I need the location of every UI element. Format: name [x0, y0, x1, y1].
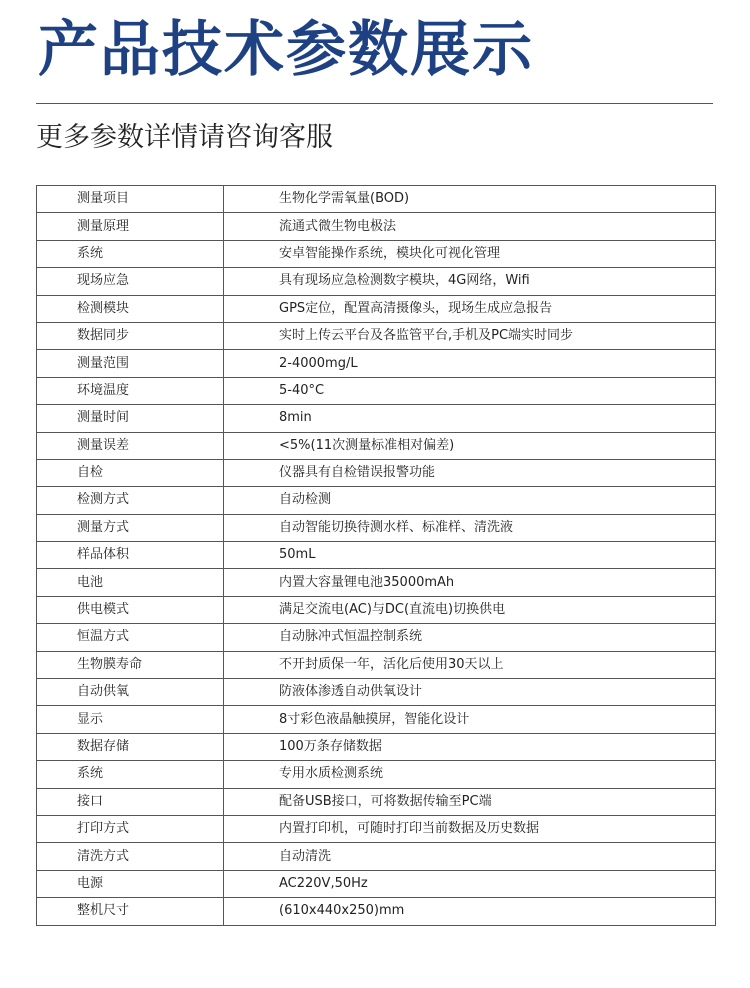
spec-value: 内置大容量锂电池35000mAh	[224, 569, 716, 596]
spec-label: 供电模式	[37, 596, 224, 623]
spec-label: 整机尺寸	[37, 898, 224, 925]
table-row	[37, 706, 716, 733]
table-row	[37, 596, 716, 623]
spec-label: 生物膜寿命	[37, 651, 224, 678]
spec-label: 数据存储	[37, 733, 224, 760]
spec-value: (610x440x250)mm	[224, 898, 716, 925]
spec-value: 2-4000mg/L	[224, 350, 716, 377]
spec-value: 50mL	[224, 542, 716, 569]
spec-value: 配备USB接口，可将数据传输至PC端	[224, 788, 716, 815]
table-row	[37, 487, 716, 514]
spec-label: 自检	[37, 459, 224, 486]
table-row	[37, 377, 716, 404]
spec-value: 安卓智能操作系统，模块化可视化管理	[224, 240, 716, 267]
spec-value: 具有现场应急检测数字模块，4G网络，Wifi	[224, 268, 716, 295]
spec-value: <5%(11次测量标准相对偏差)	[224, 432, 716, 459]
table-row	[37, 350, 716, 377]
table-row	[37, 240, 716, 267]
spec-value: 流通式微生物电极法	[224, 213, 716, 240]
table-row	[37, 815, 716, 842]
spec-label: 系统	[37, 240, 224, 267]
title-divider	[36, 103, 713, 104]
spec-value: 自动清洗	[224, 843, 716, 870]
spec-label: 清洗方式	[37, 843, 224, 870]
spec-table-body	[37, 186, 716, 926]
table-row	[37, 898, 716, 925]
spec-value: 8min	[224, 405, 716, 432]
spec-label: 测量方式	[37, 514, 224, 541]
spec-label: 电池	[37, 569, 224, 596]
spec-value: 生物化学需氧量(BOD)	[224, 186, 716, 213]
spec-value: 100万条存储数据	[224, 733, 716, 760]
spec-label: 测量原理	[37, 213, 224, 240]
spec-value: 自动智能切换待测水样、标准样、清洗液	[224, 514, 716, 541]
table-row	[37, 542, 716, 569]
spec-value: GPS定位，配置高清摄像头，现场生成应急报告	[224, 295, 716, 322]
spec-value: 内置打印机，可随时打印当前数据及历史数据	[224, 815, 716, 842]
spec-label: 测量项目	[37, 186, 224, 213]
spec-value: 满足交流电(AC)与DC(直流电)切换供电	[224, 596, 716, 623]
spec-label: 检测方式	[37, 487, 224, 514]
spec-label: 环境温度	[37, 377, 224, 404]
spec-label: 样品体积	[37, 542, 224, 569]
spec-value: 专用水质检测系统	[224, 761, 716, 788]
table-row	[37, 268, 716, 295]
table-row	[37, 733, 716, 760]
table-row	[37, 761, 716, 788]
spec-value: 实时上传云平台及各监管平台,手机及PC端实时同步	[224, 322, 716, 349]
page-title: 产品技术参数展示	[38, 15, 534, 85]
table-row	[37, 788, 716, 815]
page-subtitle: 更多参数详情请咨询客服	[36, 122, 333, 153]
table-row	[37, 213, 716, 240]
table-row	[37, 569, 716, 596]
table-row	[37, 679, 716, 706]
spec-value: 自动脉冲式恒温控制系统	[224, 624, 716, 651]
table-row	[37, 870, 716, 897]
spec-value: 自动检测	[224, 487, 716, 514]
spec-label: 现场应急	[37, 268, 224, 295]
spec-label: 恒温方式	[37, 624, 224, 651]
spec-value: 防液体渗透自动供氧设计	[224, 679, 716, 706]
spec-label: 系统	[37, 761, 224, 788]
table-row	[37, 651, 716, 678]
table-row	[37, 514, 716, 541]
spec-value: 8寸彩色液晶触摸屏，智能化设计	[224, 706, 716, 733]
spec-label: 电源	[37, 870, 224, 897]
spec-value: 不开封质保一年，活化后使用30天以上	[224, 651, 716, 678]
spec-label: 数据同步	[37, 322, 224, 349]
spec-label: 接口	[37, 788, 224, 815]
table-row	[37, 295, 716, 322]
table-row	[37, 432, 716, 459]
spec-label: 测量范围	[37, 350, 224, 377]
spec-table	[36, 185, 716, 926]
table-row	[37, 843, 716, 870]
spec-label: 打印方式	[37, 815, 224, 842]
spec-label: 检测模块	[37, 295, 224, 322]
spec-value: AC220V,50Hz	[224, 870, 716, 897]
table-row	[37, 405, 716, 432]
table-row	[37, 624, 716, 651]
table-row	[37, 322, 716, 349]
spec-label: 测量时间	[37, 405, 224, 432]
spec-label: 显示	[37, 706, 224, 733]
spec-value: 仪器具有自检错误报警功能	[224, 459, 716, 486]
spec-label: 测量误差	[37, 432, 224, 459]
spec-value: 5-40°C	[224, 377, 716, 404]
table-row	[37, 186, 716, 213]
spec-label: 自动供氧	[37, 679, 224, 706]
table-row	[37, 459, 716, 486]
